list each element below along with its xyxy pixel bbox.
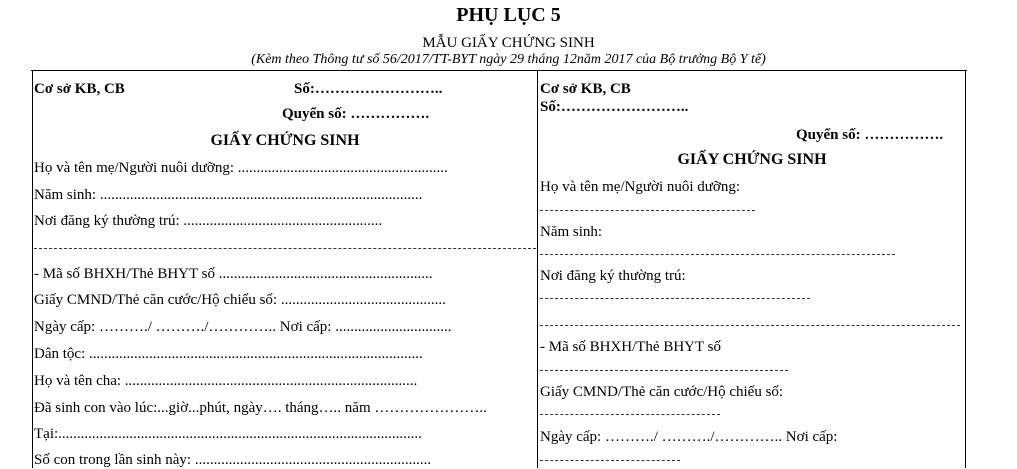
frame-divider — [537, 70, 538, 468]
frame-left-border — [32, 70, 33, 468]
children-count-field: Số con trong lần sinh này: ............................................................... — [34, 452, 432, 468]
certificate-number: Số:…………………….. — [294, 81, 443, 97]
residence-continuation-line — [540, 325, 960, 326]
birth-place-field: Tại:................................................................................................. — [34, 426, 422, 442]
regulation-caption: (Kèm theo Thông tư số 56/2017/TT-BYT ngày 29 tháng 12năm 2017 của Bộ trưởng Bộ Y tế) — [251, 52, 766, 67]
issue-date-place-field: Ngày cấp: ………./ ………./………….. Nơi cấp: ............................... — [34, 319, 452, 335]
certificate-number: Số:…………………….. — [540, 99, 689, 115]
birth-year-field: Năm sinh: — [540, 224, 603, 240]
insurance-number-field: - Mã số BHXH/Thẻ BHYT số ......................................................... — [34, 266, 433, 282]
id-card-field: Giấy CMND/Thẻ căn cước/Hộ chiếu số: — [540, 384, 784, 400]
residence-continuation-line — [34, 248, 536, 249]
book-number: Quyển số: ……………. — [282, 106, 430, 122]
residence-field: Nơi đăng ký thường trú: — [540, 268, 686, 284]
facility-label: Cơ sở KB, CB — [540, 81, 631, 97]
birth-year-field: Năm sinh: ...................................................................................... — [34, 187, 423, 203]
ethnicity-field: Dân tộc: ......................................................................................... — [34, 346, 423, 362]
residence-blank-line — [540, 298, 810, 299]
mother-name-field: Họ và tên mẹ/Người nuôi dưỡng: ........................................................ — [34, 160, 448, 176]
residence-field: Nơi đăng ký thường trú: ..................................................... — [34, 213, 383, 229]
issue-place-blank-line — [540, 460, 680, 461]
certificate-heading: GIẤY CHỨNG SINH — [677, 151, 827, 168]
id-card-field: Giấy CMND/Thẻ căn cước/Hộ chiếu số: ............................................ — [34, 292, 446, 308]
certificate-heading: GIẤY CHỨNG SINH — [210, 132, 360, 149]
birth-year-blank-line — [540, 254, 895, 255]
birth-time-field: Đã sinh con vào lúc:...giờ...phút, ngày…. tháng….. năm ………………….. — [34, 400, 487, 416]
id-card-blank-line — [540, 414, 720, 415]
father-name-field: Họ và tên cha: .............................................................................. — [34, 373, 418, 389]
mother-name-field: Họ và tên mẹ/Người nuôi dưỡng: — [540, 179, 741, 195]
book-number: Quyển số: ……………. — [796, 127, 944, 143]
frame-right-border — [965, 70, 966, 468]
facility-label: Cơ sở KB, CB — [34, 81, 125, 97]
insurance-blank-line — [540, 370, 788, 371]
mother-name-blank-line — [540, 210, 755, 211]
insurance-number-field: - Mã số BHXH/Thẻ BHYT số — [540, 339, 721, 355]
form-subtitle: MẪU GIẤY CHỨNG SINH — [422, 35, 595, 51]
appendix-title: PHỤ LỤC 5 — [456, 4, 561, 26]
frame-top-border — [31, 70, 967, 71]
issue-date-place-field: Ngày cấp: ………./ ………./………….. Nơi cấp: — [540, 429, 838, 445]
